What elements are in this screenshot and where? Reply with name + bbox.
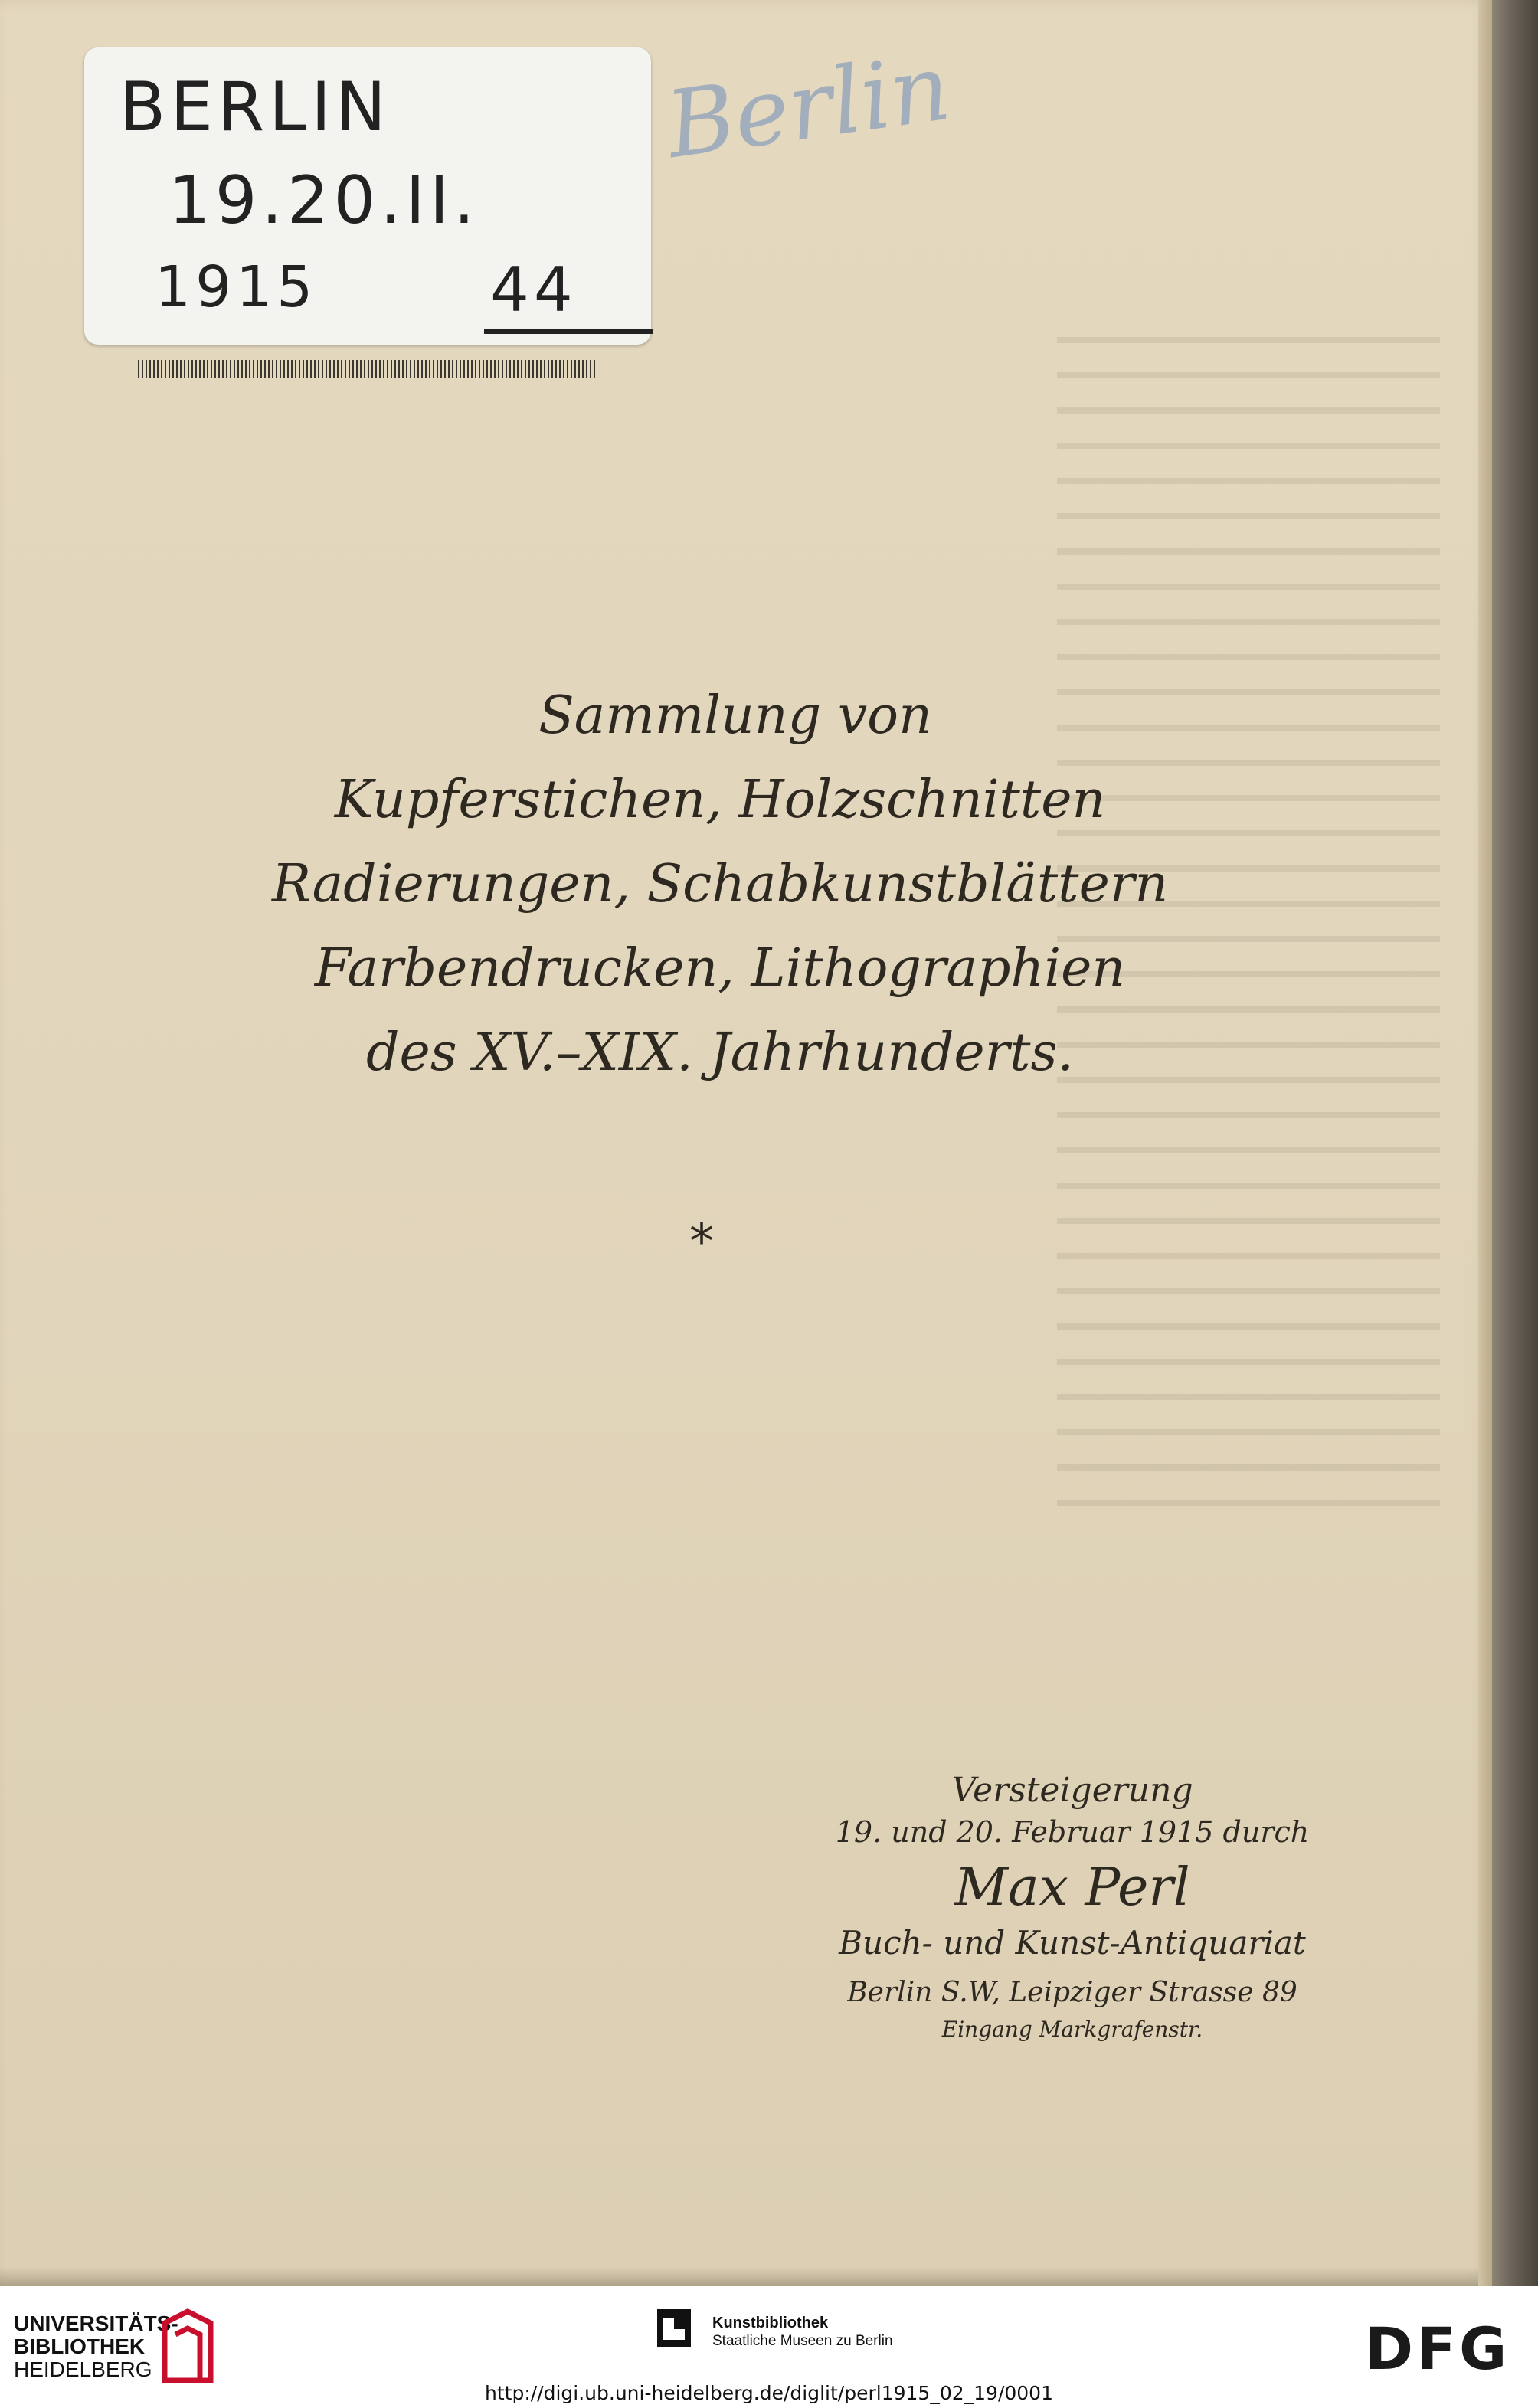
label-underline bbox=[484, 329, 653, 334]
imprint-sale: Versteigerung bbox=[951, 1771, 1193, 1810]
kb-line-1: Kunstbibliothek bbox=[712, 2315, 829, 2331]
pencil-inscription: Berlin bbox=[660, 34, 957, 180]
ub-line-3: HEIDELBERG bbox=[14, 2357, 152, 2381]
title-line-1: Sammlung von bbox=[538, 685, 932, 746]
ub-heidelberg-logo-icon[interactable] bbox=[157, 2308, 218, 2384]
permalink-url[interactable]: http://digi.ub.uni-heidelberg.de/diglit/perl1915_02_19/0001 bbox=[485, 2382, 1053, 2404]
title-line-2: Kupferstichen, Holzschnitten bbox=[334, 770, 1106, 830]
imprint-date: 19. und 20. Februar 1915 durch bbox=[835, 1815, 1310, 1849]
shelf-label bbox=[84, 47, 651, 345]
dfg-logo[interactable]: DFG bbox=[1365, 2315, 1510, 2383]
digitization-footer bbox=[0, 2286, 1538, 2408]
paper-shadow bbox=[0, 2267, 1490, 2286]
imprint-entrance: Eingang Markgrafenstr. bbox=[941, 2017, 1203, 2042]
label-number: 44 bbox=[490, 254, 578, 326]
label-dates: 19.20.II. bbox=[169, 162, 479, 239]
title-line-4: Farbendrucken, Lithographien bbox=[314, 938, 1126, 999]
imprint-address: Berlin S.W, Leipziger Strasse 89 bbox=[847, 1977, 1297, 2008]
title-line-3: Radierungen, Schabkunstblättern bbox=[271, 854, 1169, 914]
paper-edge bbox=[1478, 0, 1492, 2286]
ub-line-1: UNIVERSITÄTS- bbox=[14, 2311, 178, 2335]
kunstbibliothek-wordmark[interactable] bbox=[712, 2314, 893, 2351]
barcode-strip bbox=[138, 360, 597, 378]
imprint-firm: Buch- und Kunst-Antiquariat bbox=[839, 1924, 1306, 1961]
title-line-5: des XV.–XIX. Jahrhunderts. bbox=[365, 1022, 1075, 1083]
label-year: 1915 bbox=[155, 254, 318, 320]
kb-line-2: Staatliche Museen zu Berlin bbox=[712, 2333, 893, 2349]
imprint-publisher-name: Max Perl bbox=[954, 1857, 1190, 1918]
catalogue-title bbox=[0, 674, 1440, 1095]
kunstbibliothek-logo-icon[interactable] bbox=[657, 2309, 691, 2347]
binding-spine bbox=[1492, 0, 1538, 2286]
ub-heidelberg-wordmark[interactable] bbox=[14, 2312, 178, 2381]
ub-line-2: BIBLIOTHEK bbox=[14, 2334, 146, 2358]
imprint-block bbox=[804, 1769, 1340, 2045]
asterisk-ornament: * bbox=[689, 1214, 714, 1271]
label-city: BERLIN bbox=[119, 67, 391, 146]
